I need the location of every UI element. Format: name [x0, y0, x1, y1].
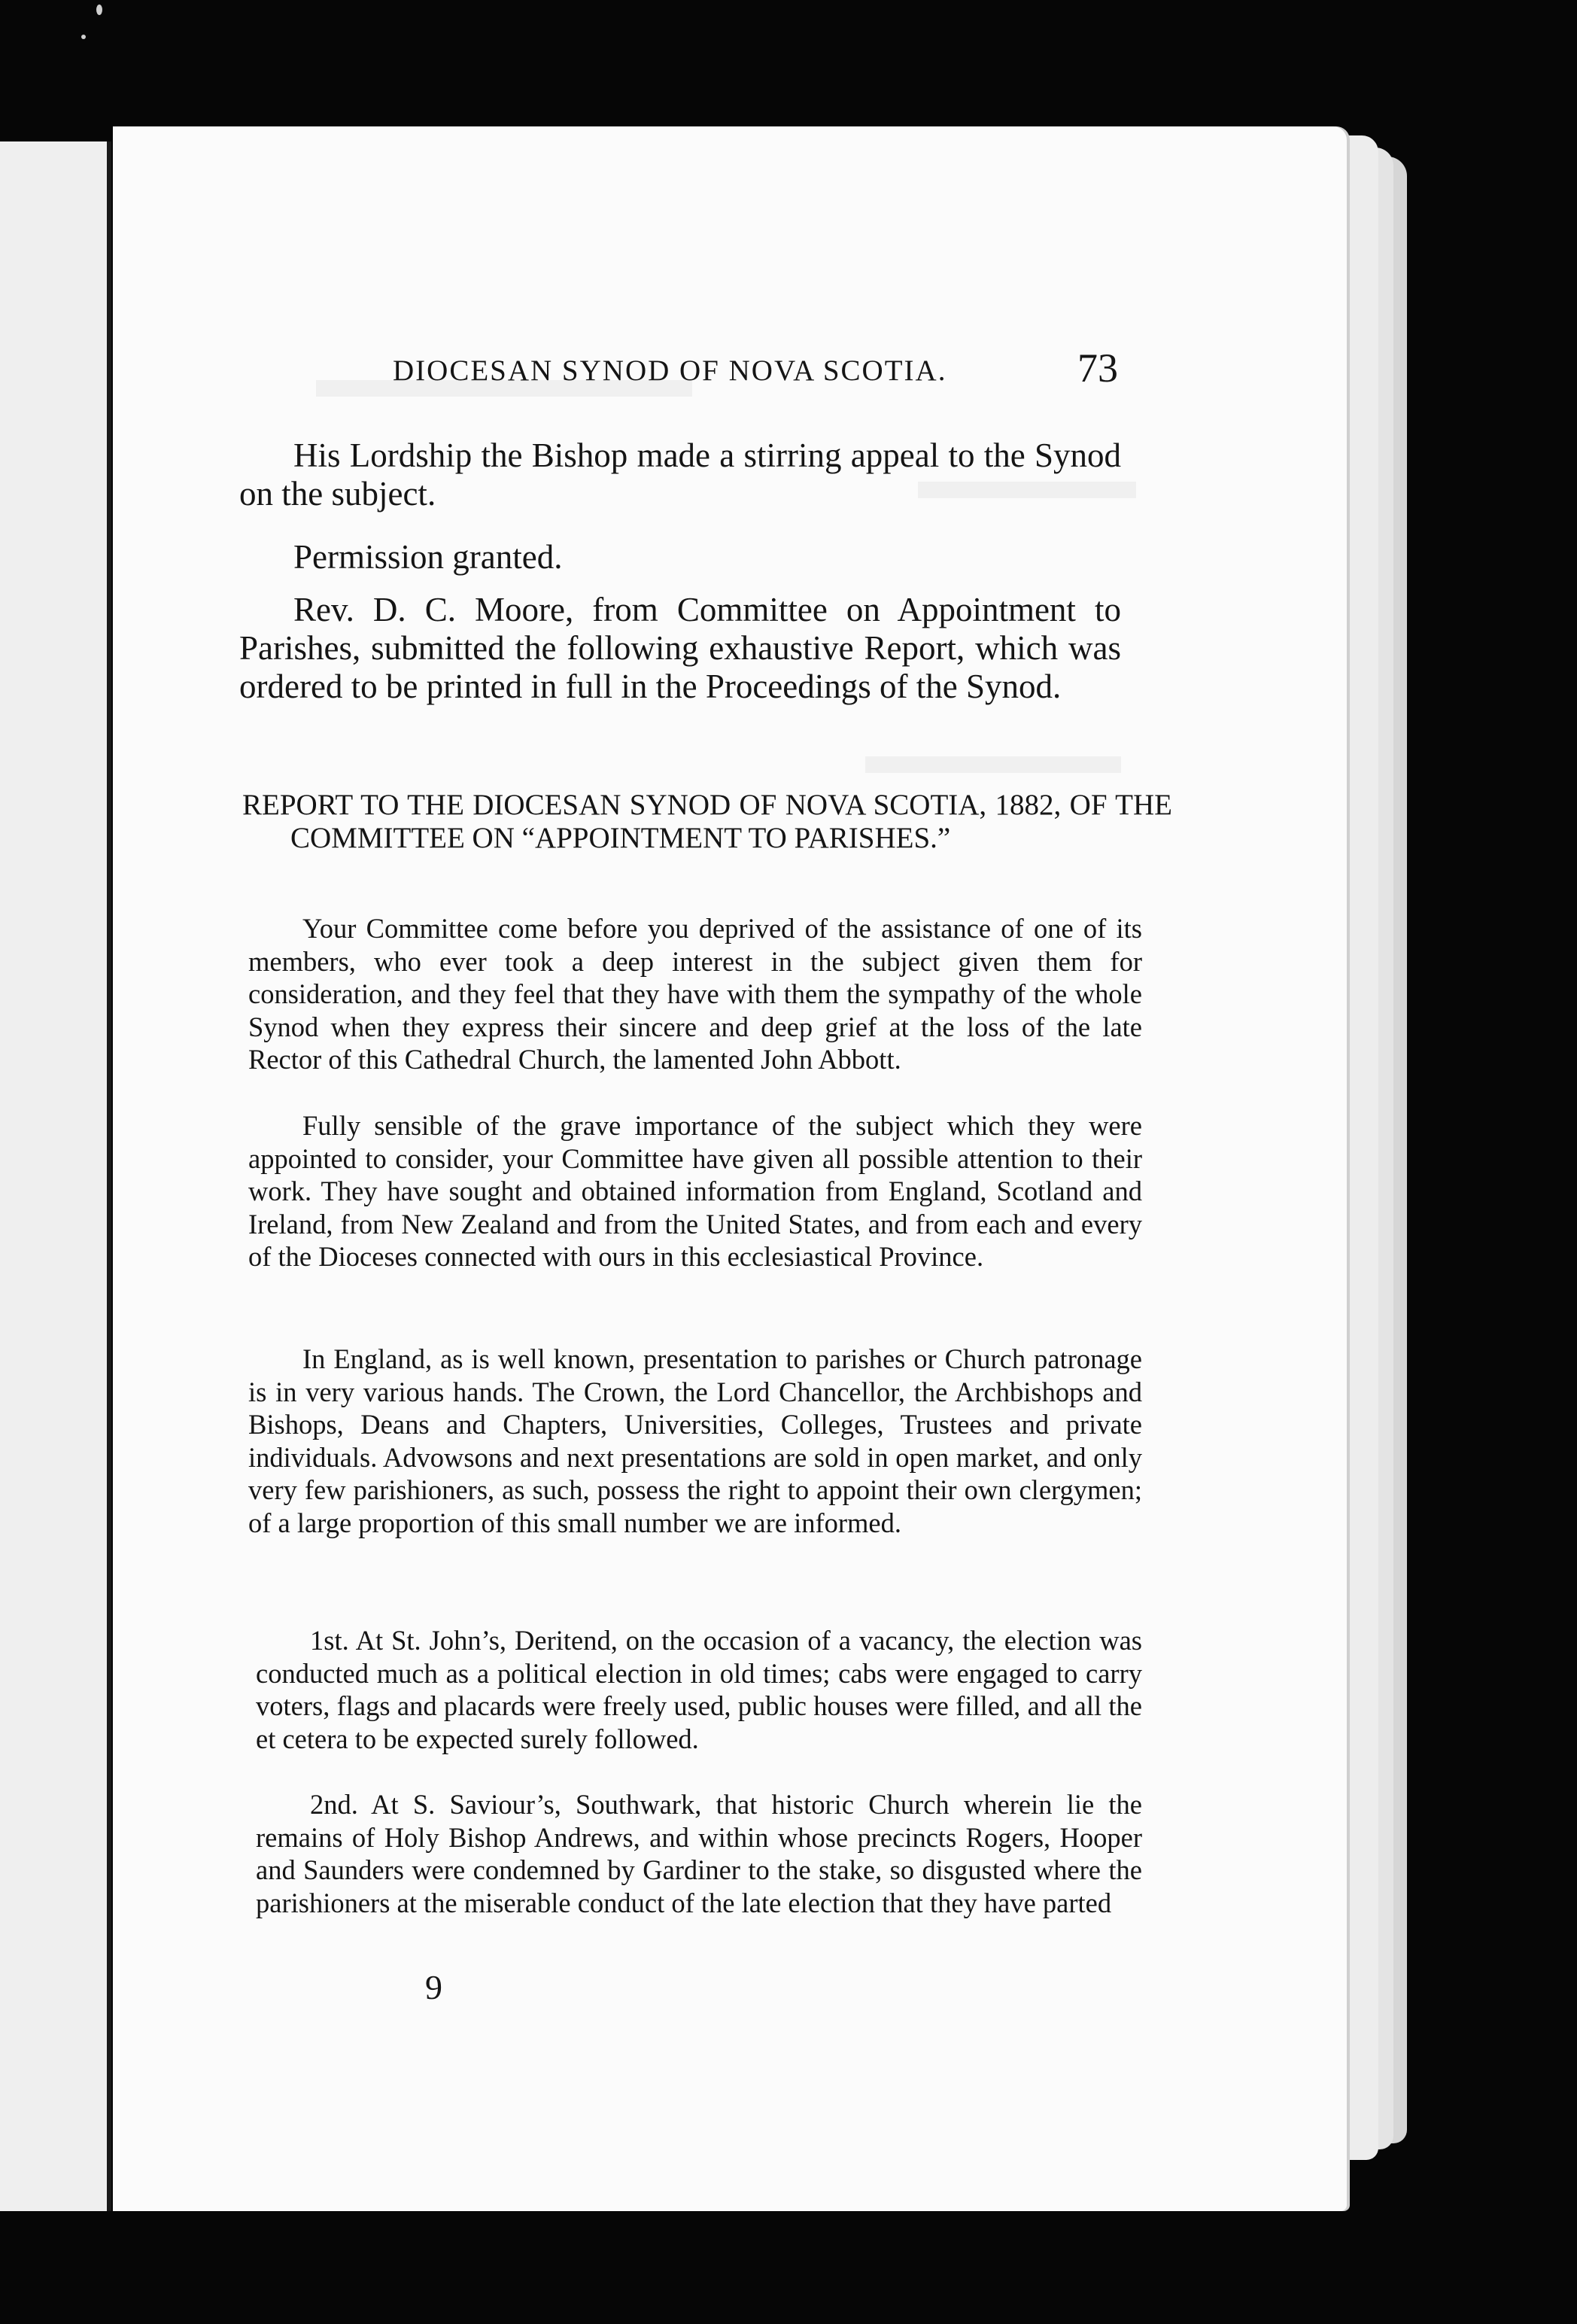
paragraph-fully-sensible [248, 1109, 1142, 1273]
paragraph-text: Fully sensible of the grave importance of the subject which they were appointed to consider, your Committee have given all possible attention to their work. They have sought and obtained information from England, Scotland and Ireland, from New Zealand and from the United States, and from each and every of the Dioceses connected with ours in this ecclesiastical Province. [248, 1110, 1142, 1272]
dust-speck [81, 35, 86, 39]
left-facing-page [0, 141, 111, 2211]
report-title [242, 789, 1172, 855]
paragraph-first-example [256, 1624, 1142, 1755]
paragraph-text: Rev. D. C. Moore, from Committee on Appointment to Parishes, submitted the following exhaustive Report, which was ordered to be printed in full in the Proceedings of the Synod. [239, 591, 1121, 705]
paragraph-permission [293, 538, 1121, 576]
paragraph-appeal [239, 437, 1121, 513]
paragraph-committee [248, 912, 1142, 1076]
paragraph-moore [239, 591, 1121, 706]
report-title-text: REPORT TO THE DIOCESAN SYNOD OF NOVA SCOTIA, 1882, OF THE COMMITTEE ON “APPOINTMENT TO PARISHES.” [242, 789, 1172, 854]
folio-signature: 9 [425, 1968, 442, 2006]
page-number: 73 [1077, 345, 1118, 391]
bleed-through [865, 756, 1121, 773]
paragraph-text: Permission granted. [293, 538, 563, 576]
paragraph-text: In England, as is well known, presentation to parishes or Church patronage is in very various hands. The Crown, the Lord Chancellor, the Archbishops and Bishops, Deans and Chapters, Universities, Colleges, Trustees and private individuals. Advowsons and next presentations are sold in open market, and only very few parishioners, as such, possess the right to appoint their own clergymen; of a large proportion of this small number we are informed. [248, 1343, 1142, 1538]
paragraph-text: Your Committee come before you deprived of the assistance of one of its members, who ever took a deep interest in the subject given them for consideration, and they feel that they have with them the sympathy of the whole Synod when they express their sincere and deep grief at the loss of the late Rector of this Cathedral Church, the lamented John Abbott. [248, 913, 1142, 1075]
paragraph-text: 1st. At St. John’s, Deritend, on the occasion of a vacancy, the election was conducted much as a political election in old times; cabs were engaged to carry voters, flags and placards were freely used, public houses were filled, and all the et cetera to be expected surely followed. [256, 1625, 1142, 1754]
paragraph-text: 2nd. At S. Saviour’s, Southwark, that historic Church wherein lie the remains of Holy Bishop Andrews, and within whose precincts Rogers, Hooper and Saunders were condemned by Gardiner to the stake, so disgusted where the parishioners at the miserable conduct of the late election that they have parted [256, 1789, 1142, 1918]
paragraph-second-example [256, 1788, 1142, 1919]
paragraph-text: His Lordship the Bishop made a stirring appeal to the Synod on the subject. [239, 437, 1121, 513]
running-head: DIOCESAN SYNOD OF NOVA SCOTIA. [393, 354, 947, 387]
dust-speck [96, 5, 102, 15]
paragraph-england [248, 1343, 1142, 1539]
